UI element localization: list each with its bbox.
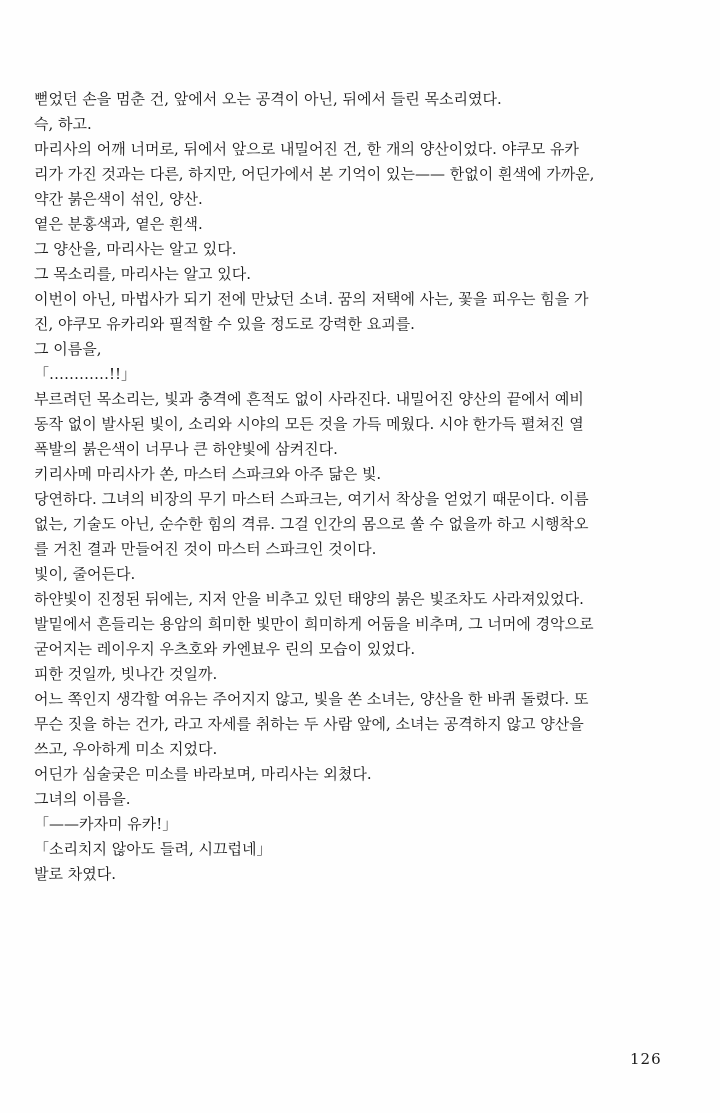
text-line: 「…………!!」 bbox=[34, 365, 137, 383]
text-line: 굳어지는 레이우지 우츠호와 카엔뵤우 린의 모습이 있었다. bbox=[34, 640, 416, 658]
text-line: 그 목소리를, 마리사는 알고 있다. bbox=[34, 265, 251, 283]
text-line: 진, 야쿠모 유카리와 필적할 수 있을 정도로 강력한 요괴를. bbox=[34, 315, 415, 333]
page-number: 126 bbox=[630, 1050, 662, 1068]
text-line: 당연하다. 그녀의 비장의 무기 마스터 스파크는, 여기서 착상을 얻었기 때문이다. 이름 bbox=[34, 490, 589, 508]
text-line: 무슨 짓을 하는 건가, 라고 자세를 취하는 두 사람 앞에, 소녀는 공격하지 않고 양산을 bbox=[34, 715, 584, 733]
text-line: 그녀의 이름을. bbox=[34, 790, 131, 808]
text-line: 부르려던 목소리는, 빛과 충격에 흔적도 없이 사라진다. 내밀어진 양산의 끝에서 예비 bbox=[34, 390, 584, 408]
text-line: 어느 쪽인지 생각할 여유는 주어지지 않고, 빛을 쏜 소녀는, 양산을 한 바퀴 돌렸다. 또 bbox=[34, 690, 589, 708]
text-line: 「소리치지 않아도 들려, 시끄럽네」 bbox=[34, 840, 272, 858]
text-line: 피한 것일까, 빗나간 것일까. bbox=[34, 665, 218, 683]
text-line: 폭발의 붉은색이 너무나 큰 하얀빛에 삼켜진다. bbox=[34, 440, 338, 458]
text-line: 그 양산을, 마리사는 알고 있다. bbox=[34, 240, 237, 258]
text-line: 그 이름을, bbox=[34, 340, 102, 358]
text-line: 키리사메 마리사가 쏜, 마스터 스파크와 아주 닮은 빛. bbox=[34, 465, 382, 483]
text-line: 빛이, 줄어든다. bbox=[34, 565, 136, 583]
text-line: 어딘가 심술궂은 미소를 바라보며, 마리사는 외쳤다. bbox=[34, 765, 372, 783]
text-line: 옅은 분홍색과, 옅은 흰색. bbox=[34, 215, 203, 233]
text-line: 없는, 기술도 아닌, 순수한 힘의 격류. 그걸 인간의 몸으로 쏠 수 없을까 하고 시행착오 bbox=[34, 515, 589, 533]
text-line: 슥, 하고. bbox=[34, 115, 92, 133]
text-line: 약간 붉은색이 섞인, 양산. bbox=[34, 190, 203, 208]
text-line: 마리사의 어깨 너머로, 뒤에서 앞으로 내밀어진 건, 한 개의 양산이었다. 야쿠모 유카 bbox=[34, 140, 579, 158]
text-line: 발로 차였다. bbox=[34, 865, 116, 883]
text-line: 발밑에서 흔들리는 용암의 희미한 빛만이 희미하게 어둠을 비추며, 그 너머에 경악으로 bbox=[34, 615, 594, 633]
text-line: 뻗었던 손을 멈춘 건, 앞에서 오는 공격이 아닌, 뒤에서 들린 목소리였다. bbox=[34, 90, 502, 108]
text-line: 하얀빛이 진정된 뒤에는, 지저 안을 비추고 있던 태양의 붉은 빛조차도 사라져있었다. bbox=[34, 590, 584, 608]
text-line: 「——카자미 유카!」 bbox=[34, 815, 178, 833]
text-line: 쓰고, 우아하게 미소 지었다. bbox=[34, 740, 218, 758]
text-line: 동작 없이 발사된 빛이, 소리와 시야의 모든 것을 가득 메웠다. 시야 한가득 펼쳐진 열 bbox=[34, 415, 584, 433]
text-line: 리가 가진 것과는 다른, 하지만, 어딘가에서 본 기억이 있는—— 한없이 흰색에 가까운, bbox=[34, 165, 595, 183]
body-text bbox=[34, 87, 694, 887]
text-line: 를 거친 결과 만들어진 것이 마스터 스파크인 것이다. bbox=[34, 540, 377, 558]
text-line: 이번이 아닌, 마법사가 되기 전에 만났던 소녀. 꿈의 저택에 사는, 꽃을 피우는 힘을 가 bbox=[34, 290, 589, 308]
